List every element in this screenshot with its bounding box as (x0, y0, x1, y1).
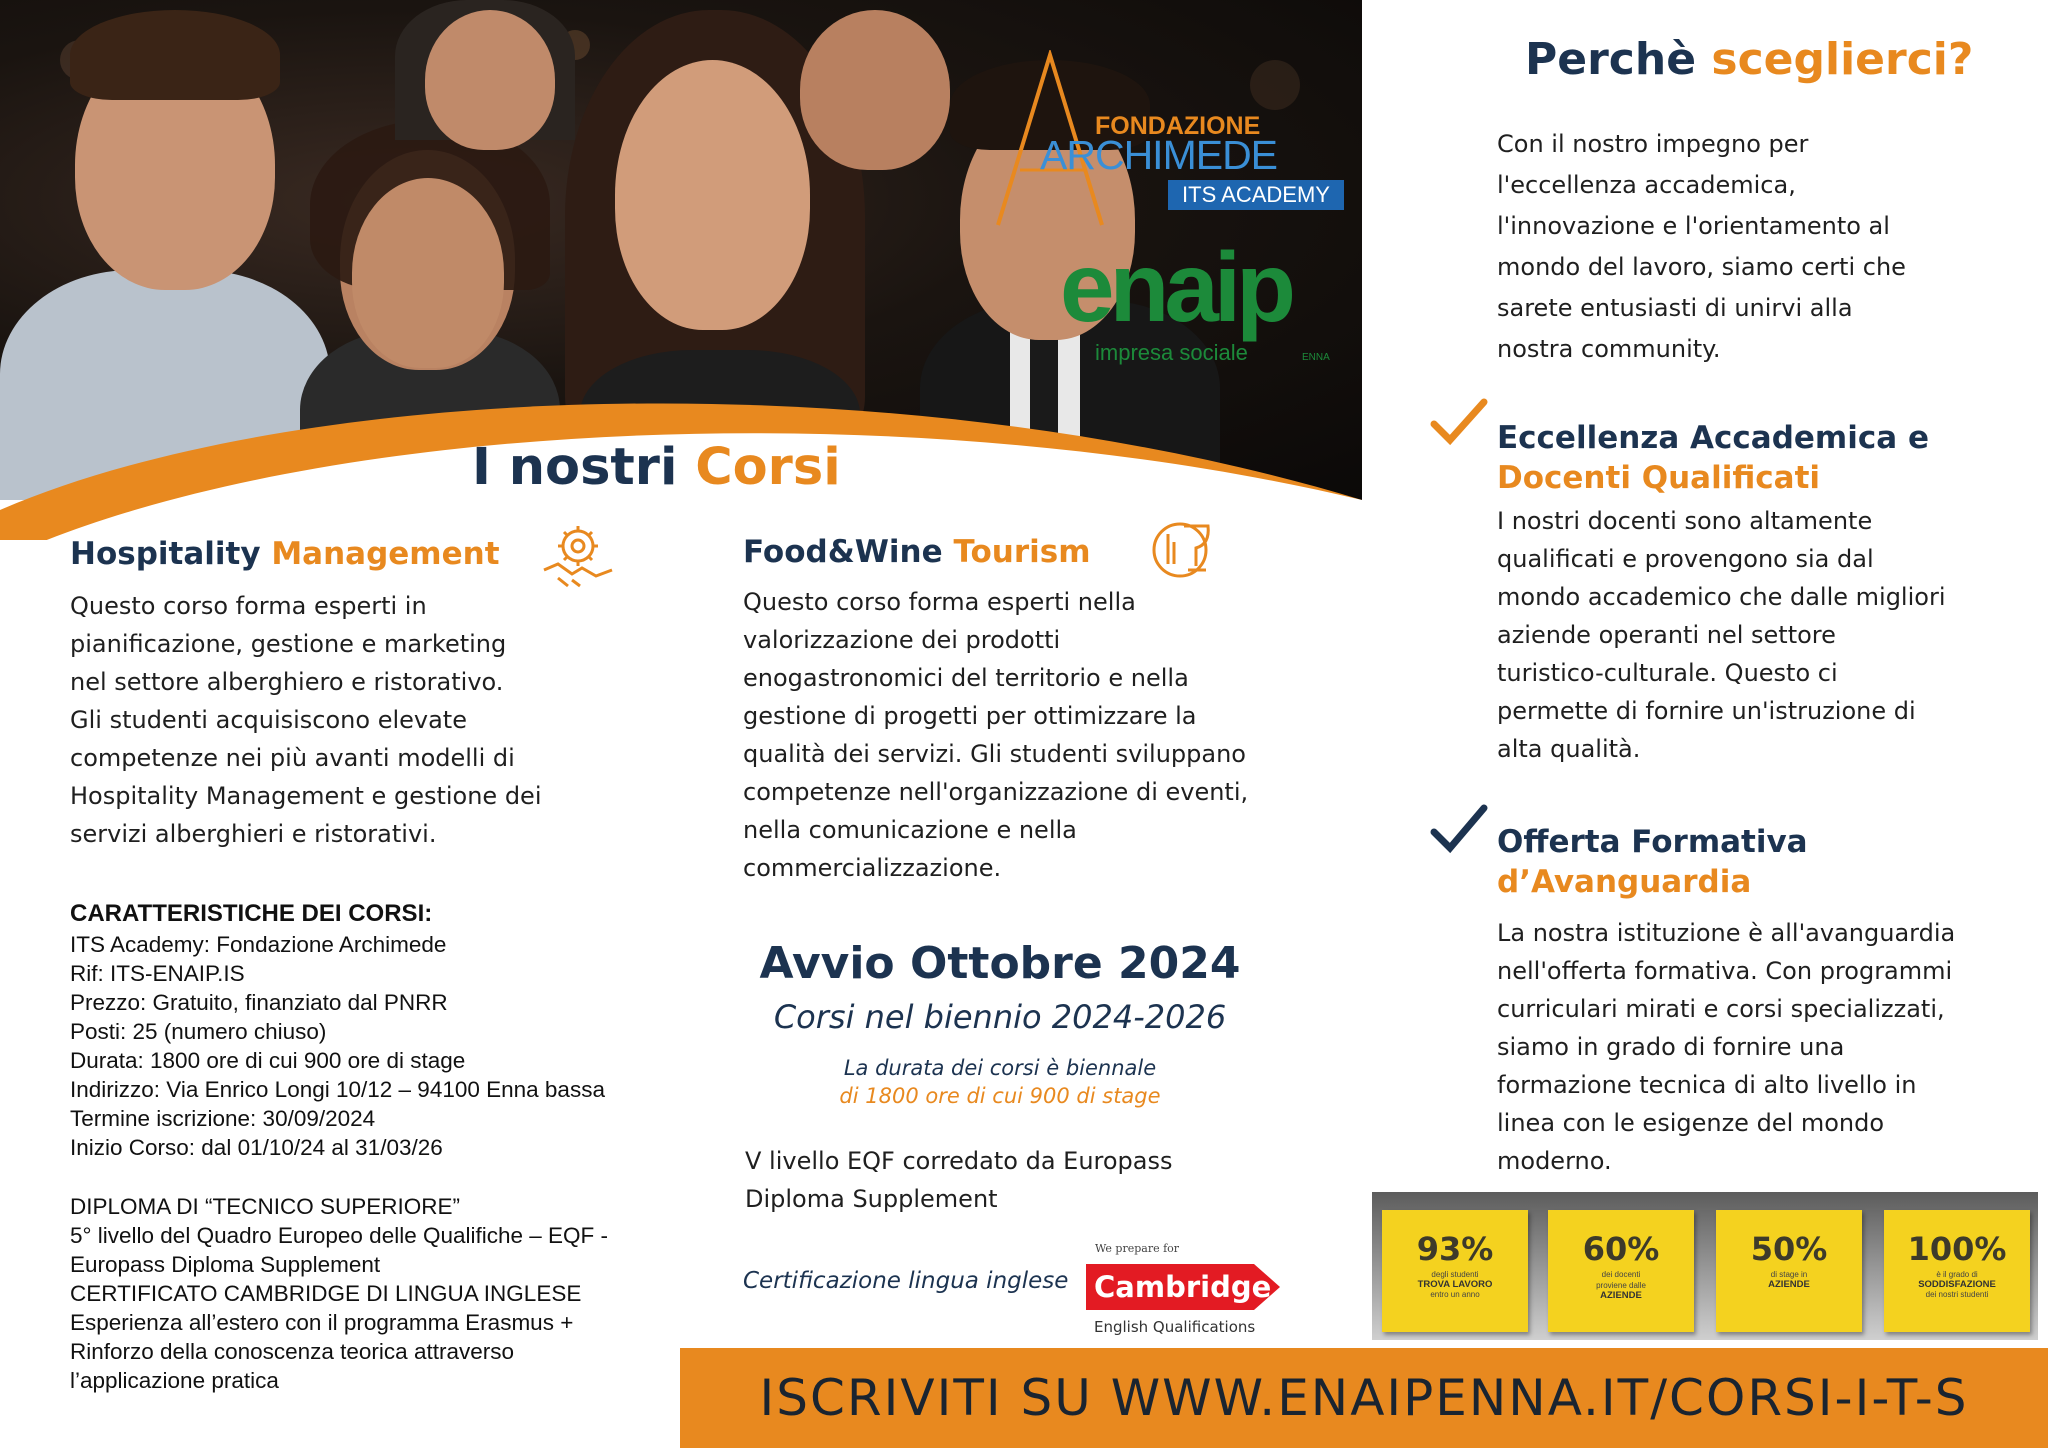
offer-title: Offerta Formativa d’Avanguardia (1497, 824, 1808, 900)
cambridge-pre: We prepare for (1095, 1242, 1180, 1255)
cert-text: Certificazione lingua inglese (743, 1268, 1069, 1294)
stat-card: 93% degli studenti TROVA LAVORO entro un anno (1382, 1210, 1528, 1332)
excellence-description: I nostri docenti sono altamente qualificati e provengono sia dal mondo accademico che dalle migliori aziende operanti nel settore turistico-culturale. Questo ci permette di fornire un'istruzione di alta qualità. (1497, 507, 1946, 763)
archimede-line3: ITS ACADEMY (1168, 180, 1344, 210)
foodwine-description: Questo corso forma esperti nella valorizzazione dei prodotti enogastronomici del territorio e nella gestione di progetti per ottimizzare la qualità dei servizi. Gli studenti sviluppano competenze nell'organizzazione di eventi, nella comunicazione e nella commercializzazione. (743, 588, 1249, 882)
archimede-line2: ARCHIMEDE (1040, 132, 1278, 178)
excellence-title: Eccellenza Accademica e Docenti Qualificati (1497, 420, 1929, 496)
wine-glass-icon (1150, 516, 1216, 582)
handshake-gear-icon (540, 520, 616, 592)
cambridge-sub: English Qualifications (1094, 1318, 1256, 1336)
signup-link[interactable]: ISCRIVITI SU WWW.ENAIPENNA.IT/CORSI-I-T-S (759, 1369, 1969, 1427)
start-title: Avvio Ottobre 2024 (759, 938, 1241, 989)
check-icon (1430, 398, 1488, 446)
duration-line2: di 1800 ore di cui 900 di stage (839, 1084, 1161, 1108)
diploma-list: DIPLOMA DI “TECNICO SUPERIORE” 5° livello del Quadro Europeo delle Qualifiche – EQF - Europass Diploma Supplement CERTIFICATO CAMBRIDGE DI LINGUA INGLESE Esperienza all’estero con il programma Erasmus + Rinforzo della conoscenza teorica attraverso l’applicazione pratica (70, 1194, 609, 1393)
archimede-line1: FONDAZIONE (1095, 112, 1261, 140)
stat-card: 50% di stage in AZIENDE (1716, 1210, 1862, 1332)
enaip-city: ENNA (1302, 352, 1330, 363)
foodwine-title: Food&Wine Tourism (743, 534, 1091, 570)
hospitality-title: Hospitality Management (70, 536, 500, 572)
signup-banner[interactable] (680, 1348, 2048, 1448)
stat-card: 100% è il grado di SODDISFAZIONE dei nostri studenti (1884, 1210, 2030, 1332)
characteristics-list: ITS Academy: Fondazione Archimede Rif: ITS-ENAIP.IS Prezzo: Gratuito, finanziato dal PNRR Posti: 25 (numero chiuso) Durata: 1800 ore di cui 900 ore di stage Indirizzo: Via Enrico Longi 10/12 – 94100 Enna bassa Termine iscrizione: 30/09/2024 Inizio Corso: dal 01/10/24 al 31/03/26 (70, 932, 605, 1160)
start-subtitle: Corsi nel biennio 2024-2026 (773, 998, 1227, 1036)
duration-line1: La durata dei corsi è biennale (843, 1056, 1157, 1080)
characteristics-heading: CARATTERISTICHE DEI CORSI: (70, 900, 433, 927)
stat-card: 60% dei docenti proviene dalle AZIENDE (1548, 1210, 1694, 1332)
why-intro: Con il nostro impegno per l'eccellenza accademica, l'innovazione e l'orientamento al mondo del lavoro, siamo certi che sarete entusiasti di unirvi alla nostra community. (1497, 130, 1906, 363)
enaip-sub: impresa sociale (1095, 340, 1248, 365)
why-title: Perchè sceglierci? (1525, 34, 1974, 85)
courses-title: I nostri Corsi (472, 438, 841, 497)
hospitality-description: Questo corso forma esperti in pianificazione, gestione e marketing nel settore alberghiero e ristorativo. Gli studenti acquisiscono elevate competenze nei più avanti modelli di Hospitality Management e gestione dei servizi alberghieri e ristorativi. (70, 592, 542, 848)
check-icon (1430, 804, 1488, 854)
offer-description: La nostra istituzione è all'avanguardia nell'offerta formativa. Con programmi curriculari mirati e corsi specializzati, siamo in grado di fornire una formazione tecnica di alto livello in linea con le esigenze del mondo moderno. (1497, 919, 1956, 1175)
cambridge-logo: Cambridge (1094, 1270, 1272, 1304)
eqf-text: V livello EQF corredato da Europass Diploma Supplement (745, 1147, 1173, 1213)
enaip-logo: enaip (1060, 232, 1291, 342)
